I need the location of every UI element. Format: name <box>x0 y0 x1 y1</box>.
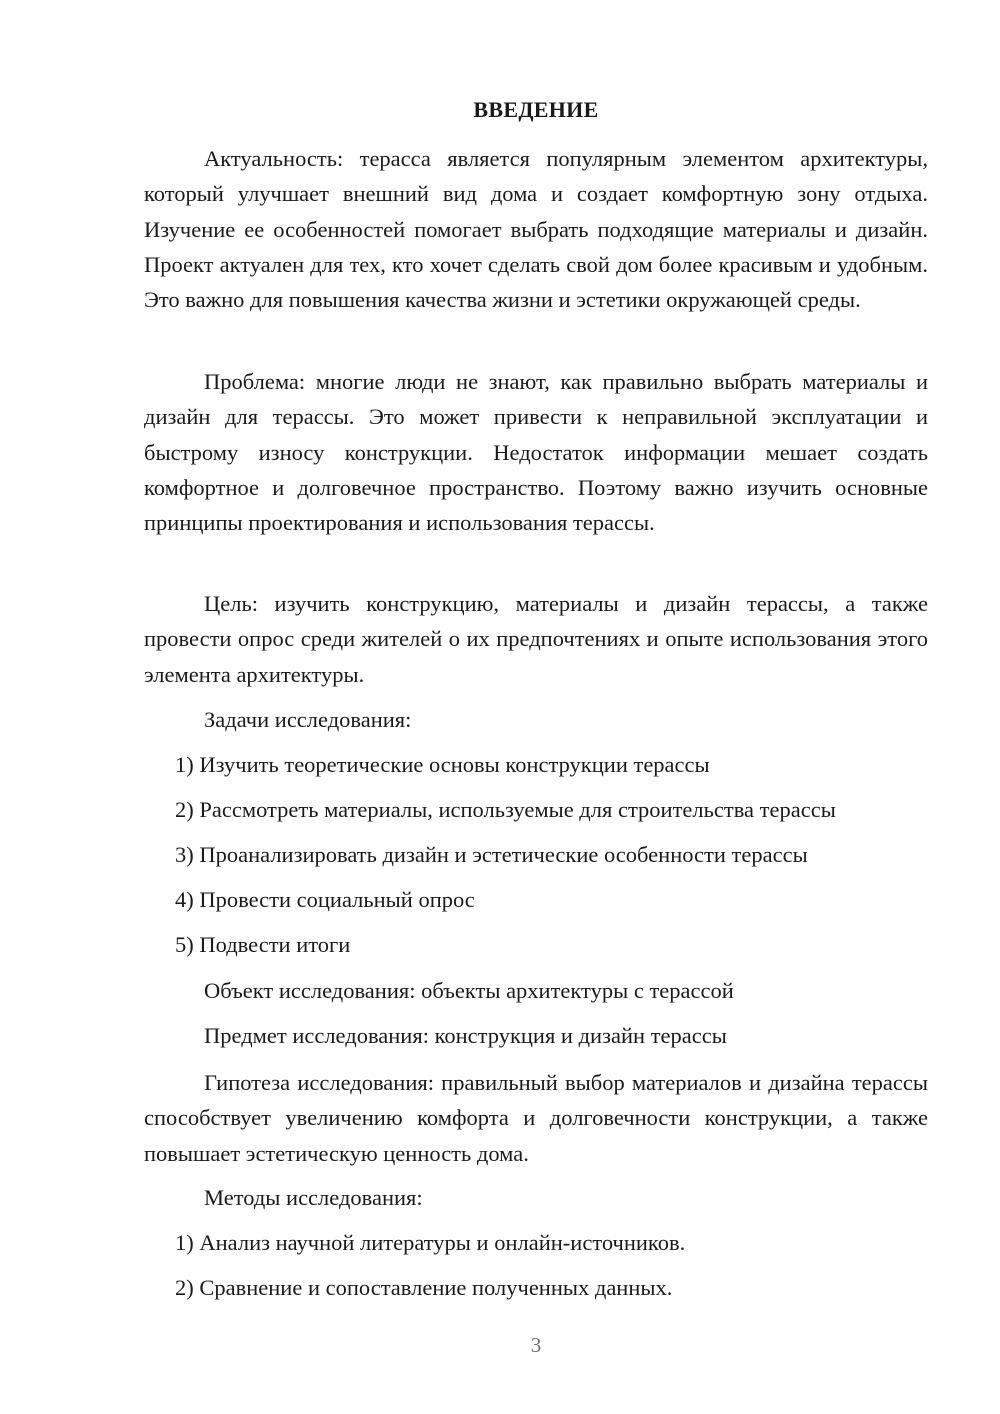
methods-heading: Методы исследования: <box>204 1185 423 1210</box>
relevance-paragraph: Актуальность: терасса является популярным элементом архитектуры, который улучшает внешний вид дома и создает комфортную зону отдыха. Изучение ее особенностей помогает выбрать подходящие материалы и дизайн. Проект актуален для тех, кто хочет сделать свой дом более красивым и удобным. Это важно для повышения качества жизни и эстетики окружающей среды. <box>144 146 928 313</box>
task-item: 1) Изучить теоретические основы конструкции терассы <box>175 752 710 777</box>
method-item: 1) Анализ научной литературы и онлайн-источников. <box>175 1230 686 1255</box>
problem-paragraph: Проблема: многие люди не знают, как правильно выбрать материалы и дизайн для терассы. Это может привести к неправильной эксплуатации и быстрому износу конструкции. Недостаток информации мешает создать комфортное и долговечное пространство. Поэтому важно изучить основные принципы проектирования и использования терассы. <box>144 369 928 536</box>
page-number: 3 <box>530 1333 542 1357</box>
task-item: 3) Проанализировать дизайн и эстетические особенности терассы <box>175 842 808 867</box>
task-item: 4) Провести социальный опрос <box>175 887 475 912</box>
goal-paragraph: Цель: изучить конструкцию, материалы и дизайн терассы, а также провести опрос среди жителей о их предпочтениях и опыте использования этого элемента архитектуры. <box>144 591 928 687</box>
research-subject: Предмет исследования: конструкция и дизайн терассы <box>204 1023 727 1048</box>
research-object: Объект исследования: объекты архитектуры с терассой <box>204 978 734 1003</box>
hypothesis-paragraph: Гипотеза исследования: правильный выбор материалов и дизайна терассы способствует увеличению комфорта и долговечности конструкции, а также повышает эстетическую ценность дома. <box>144 1070 928 1166</box>
page-title: ВВЕДЕНИЕ <box>473 97 599 122</box>
task-item: 5) Подвести итоги <box>175 932 351 957</box>
task-item: 2) Рассмотреть материалы, используемые для строительства терассы <box>175 797 836 822</box>
tasks-heading: Задачи исследования: <box>204 707 412 732</box>
method-item: 2) Сравнение и сопоставление полученных данных. <box>175 1275 673 1300</box>
